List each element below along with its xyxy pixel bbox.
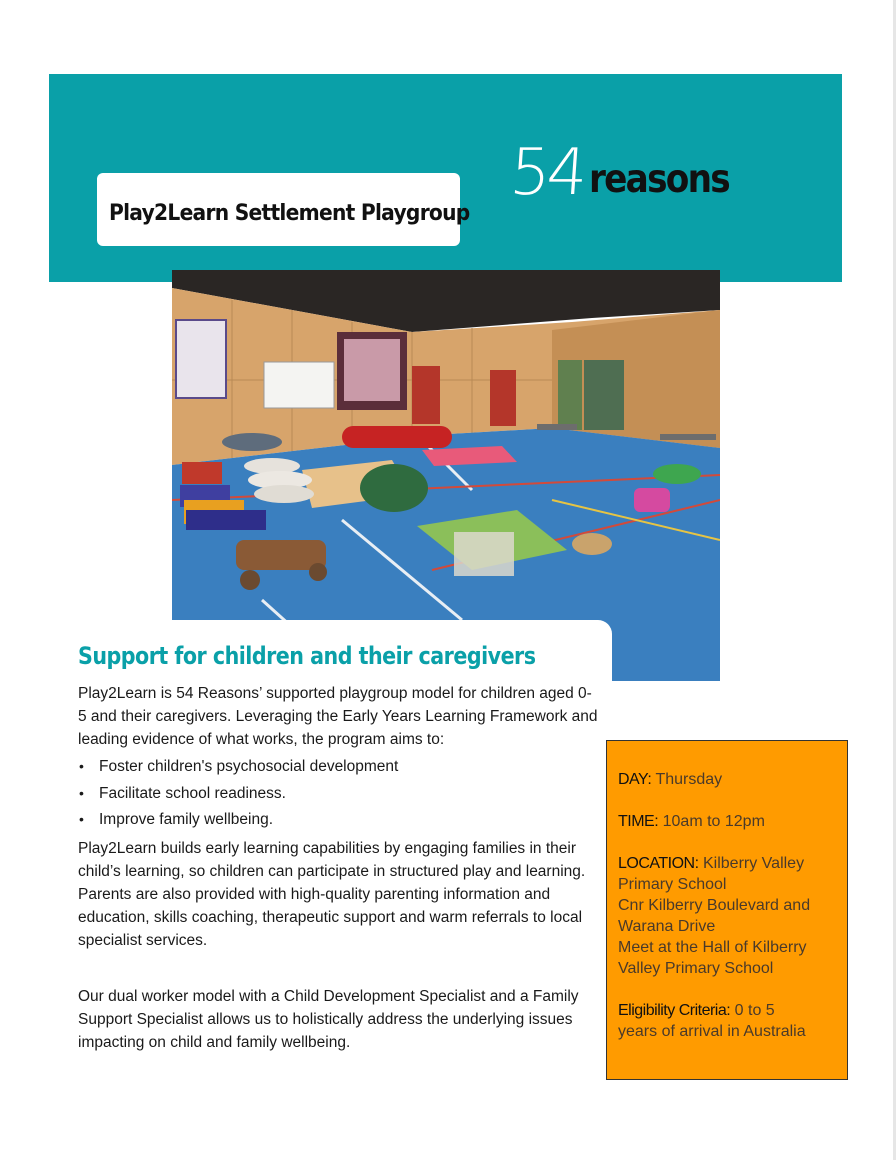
quilt-left: [176, 320, 226, 398]
location-line: Warana Drive: [618, 918, 716, 935]
day-value: Thursday: [655, 771, 723, 788]
body-text: [78, 682, 598, 1054]
location-info: [618, 853, 837, 979]
intro-paragraph: Play2Learn is 54 Reasons’ supported playgroup model for children aged 0-5 and their caregivers. Leveraging the Early Years Learning Framework and leading evidence of what works, the program aims to:: [78, 685, 598, 748]
location-line: Valley Primary School: [618, 960, 774, 977]
dual-worker-paragraph: Our dual worker model with a Child Development Specialist and a Family Support Specialist allows us to holistically address the underlying issues impacting on child and family wellbeing.: [78, 987, 579, 1051]
door-left: [412, 366, 440, 424]
logo-word: reasons: [589, 157, 730, 202]
list-item: • Improve family wellbeing.: [78, 808, 598, 835]
day-info: [618, 769, 837, 790]
program-paragraph: Play2Learn builds early learning capabilities by engaging families in their child’s learning, so children can participate in structured play and learning. Parents are also provided with high-quality parenting information and education, skills coaching, therapeutic support and warm referrals to local specialist services.: [78, 839, 586, 949]
location-line: Primary School: [618, 876, 727, 893]
session-info-box: [606, 740, 848, 1080]
whiteboard: [264, 362, 334, 408]
location-label: LOCATION:: [618, 855, 699, 872]
location-line: Cnr Kilberry Boulevard and: [618, 897, 811, 914]
time-value: 10am to 12pm: [662, 813, 765, 830]
page-title: Play2Learn Settlement Playgroup: [109, 201, 470, 226]
bean-bag: [360, 464, 428, 512]
toy-box: [454, 532, 514, 576]
window: [584, 360, 624, 430]
location-line: Meet at the Hall of Kilberry: [618, 939, 807, 956]
time-label: TIME:: [618, 813, 659, 830]
list-item: • Facilitate school readiness.: [78, 782, 598, 809]
foam-blocks: [186, 510, 266, 530]
eligibility-label: Eligibility Criteria:: [618, 1002, 731, 1019]
eligibility-info: [618, 1000, 837, 1042]
list-item: • Foster children's psychosocial development: [78, 755, 598, 782]
eligibility-line: years of arrival in Australia: [618, 1023, 806, 1040]
logo-number: 54: [507, 136, 587, 210]
aims-list: [78, 755, 598, 835]
title-box: [97, 173, 470, 246]
door-right: [490, 370, 516, 426]
eligibility-line: 0 to 5: [734, 1002, 775, 1019]
section-subheading: Support for children and their caregivers: [78, 642, 536, 670]
54-reasons-logo: [507, 125, 748, 210]
location-line: Kilberry Valley: [703, 855, 805, 872]
time-info: [618, 811, 837, 832]
play-tunnel: [342, 426, 452, 448]
day-label: DAY:: [618, 771, 652, 788]
